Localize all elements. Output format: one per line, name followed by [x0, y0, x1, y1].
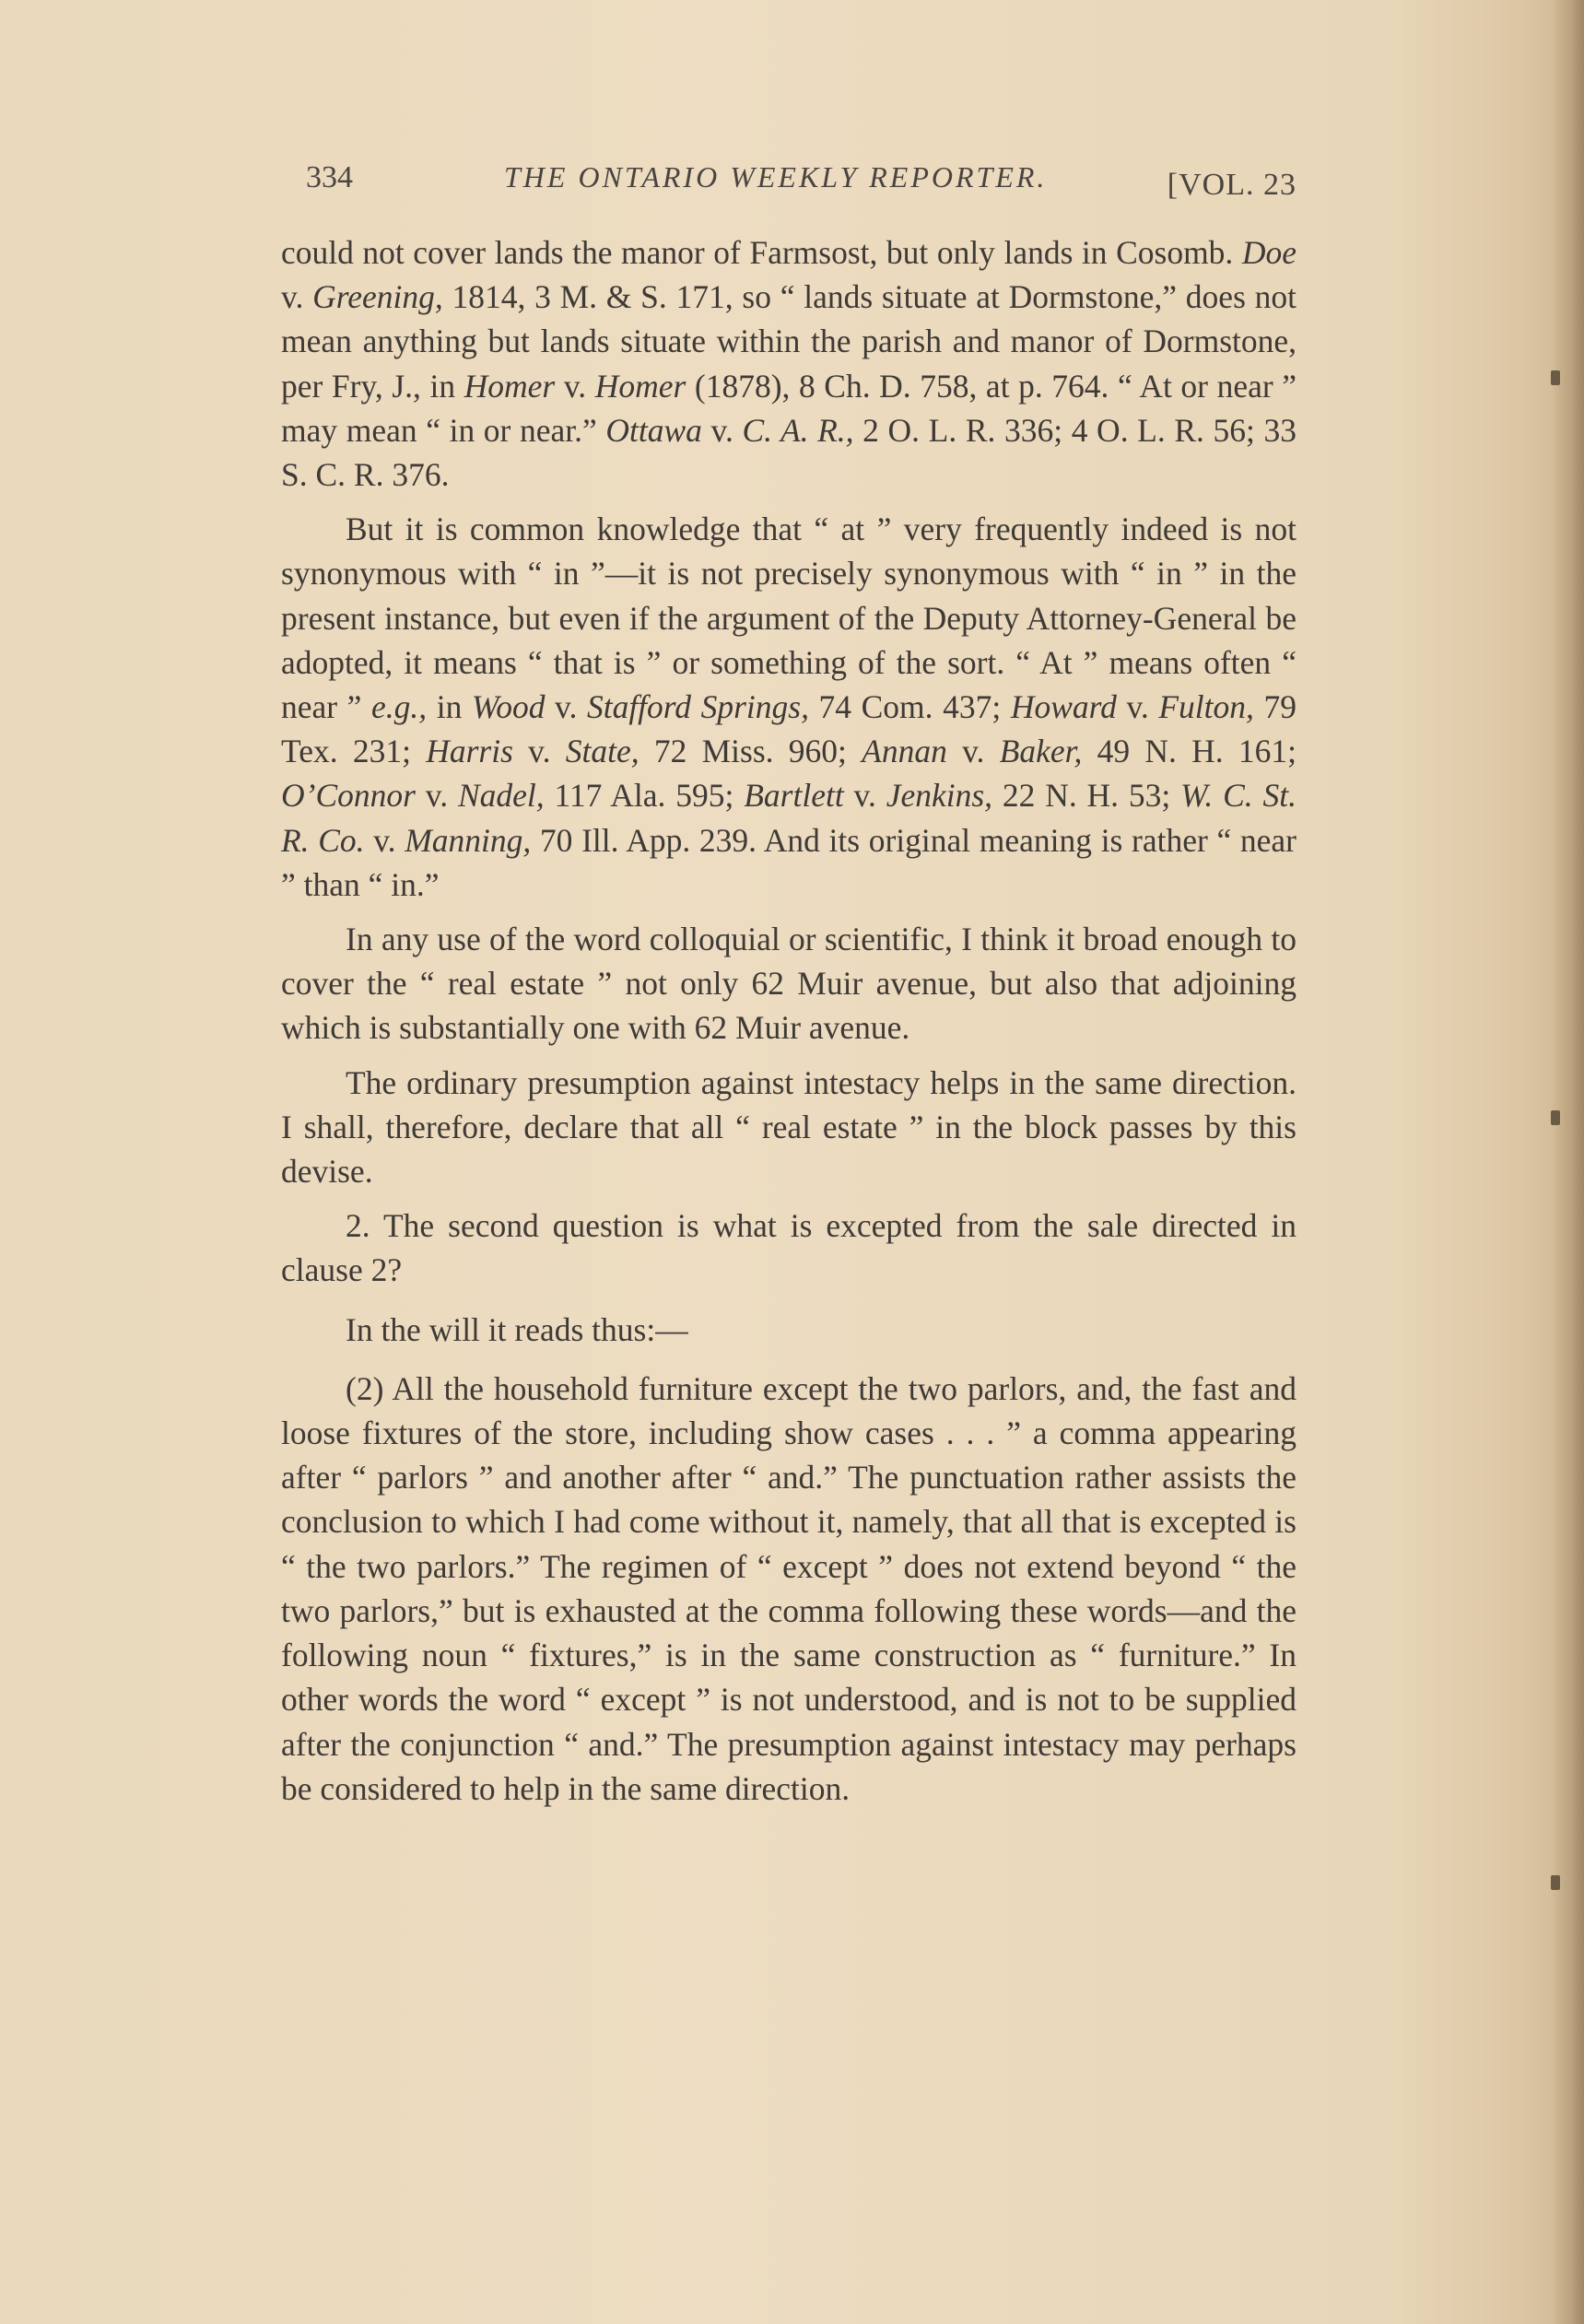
case-name: Jenkins,: [886, 777, 993, 815]
page-edge-mark: [1551, 1875, 1560, 1890]
page-edge-mark: [1551, 370, 1560, 385]
paragraph: [281, 230, 1297, 497]
text-run: v.: [701, 411, 743, 449]
case-name: Wood: [471, 688, 546, 726]
paragraph: In the will it reads thus:—: [346, 1310, 688, 1348]
running-title: THE ONTARIO WEEKLY REPORTER.: [504, 160, 1048, 194]
text-run: v.: [415, 777, 458, 815]
text-run: But it is common knowledge that “ at ” very frequently indeed is not synonymous with “ in ”—it is not precisely synonymous with “ in ” in the present instance, but even if the argument of the Deputy Attorney-General be adopted, it means “ that is ” or something of the sort. “ At ” means often “ near ”: [281, 511, 1297, 726]
text-run: v.: [843, 777, 886, 815]
case-name: Fulton,: [1158, 688, 1254, 726]
case-name: O’Connor: [281, 777, 416, 815]
page-edge-mark: [1551, 1110, 1560, 1125]
paragraph: In any use of the word colloquial or scientific, I think it broad enough to cover the “ real estate ” not only 62 Muir avenue, but also that adjoining which is substantially one with 62 Muir avenue.: [281, 921, 1297, 1047]
text-run: 79 Tex. 231;: [281, 688, 1297, 770]
case-name: Manning,: [405, 821, 532, 859]
paragraph: [281, 507, 1297, 907]
text-run: v.: [555, 367, 595, 405]
page-edge-shadow: [1551, 0, 1584, 2324]
volume-label: [VOL. 23: [1167, 168, 1297, 202]
text-run: (1878), 8 Ch. D. 758, at p. 764. “ At or near ” may mean “ in or near.”: [281, 367, 1297, 449]
text-run: in: [427, 688, 472, 726]
case-name: e.g.,: [371, 688, 428, 726]
case-name: Homer: [463, 367, 556, 405]
text-run: 2 O. L. R. 336; 4 O. L. R. 56; 33 S. C. R. 376.: [281, 411, 1297, 494]
case-name: Greening,: [312, 278, 443, 316]
case-name: Baker,: [999, 733, 1083, 770]
text-run: could not cover lands the manor of Farmsost, but only lands in Cosomb.: [281, 234, 1242, 271]
text-run: v.: [545, 688, 587, 726]
text-run: 72 Miss. 960;: [639, 733, 862, 770]
text-run: v.: [946, 733, 1000, 770]
case-name: Stafford Springs,: [586, 688, 809, 726]
case-name: C. A. R.,: [742, 411, 854, 449]
page-number: 334: [306, 160, 353, 194]
case-name: Bartlett: [744, 777, 844, 815]
case-name: W. C. St. R. Co.: [281, 777, 1297, 859]
text-run: 74 Com. 437;: [808, 688, 1011, 726]
text-run: 1814, 3 M. & S. 171, so “ lands situate at Dormstone,” does not mean anything but lands situate within the parish and manor of Dormstone, per Fry, J., in: [281, 278, 1297, 405]
case-name: Harris: [426, 733, 513, 770]
case-name: Nadel,: [457, 777, 545, 815]
body-text: [281, 230, 1297, 1811]
case-name: Doe: [1241, 234, 1297, 271]
text-run: 49 N. H. 161;: [1082, 733, 1297, 770]
text-run: v.: [364, 821, 405, 859]
paragraph: The ordinary presumption against intestacy helps in the same direction. I shall, therefore, declare that all “ real estate ” in the block passes by this devise.: [281, 1063, 1297, 1191]
text-run: 70 Ill. App. 239. And its original meaning is rather “ near ” than “ in.”: [281, 821, 1297, 903]
running-head: [306, 158, 1297, 214]
text-run: 117 Ala. 595;: [544, 777, 745, 815]
case-name: State,: [565, 733, 639, 770]
case-name: Ottawa: [605, 411, 702, 449]
case-name: Homer: [594, 367, 686, 405]
text-run: v.: [512, 733, 566, 770]
case-name: Howard: [1010, 688, 1117, 726]
paragraph: (2) All the household furniture except the two parlors, and, the fast and loose fixtures of the store, including show cases . . . ” a comma appearing after “ parlors ” and another after “ and.” The punctuation rather assists the conclusion to which I had come without it, namely, that all that is excepted is “ the two parlors.” The regimen of “ except ” does not extend beyond “ the two parlors,” but is exhausted at the comma following these words—and the following noun “ fixtures,” is in the same construction as “ furniture.” In other words the word “ except ” is not understood, and is not to be supplied after the conjunction “ and.” The presumption against intestacy may perhaps be considered to help in the same direction.: [281, 1369, 1297, 1807]
paragraph: 2. The second question is what is excepted from the sale directed in clause 2?: [281, 1207, 1297, 1289]
case-name: Annan: [862, 733, 947, 770]
text-run: v.: [281, 278, 313, 316]
text-run: v.: [1116, 688, 1159, 726]
text-run: 22 N. H. 53;: [992, 777, 1181, 815]
